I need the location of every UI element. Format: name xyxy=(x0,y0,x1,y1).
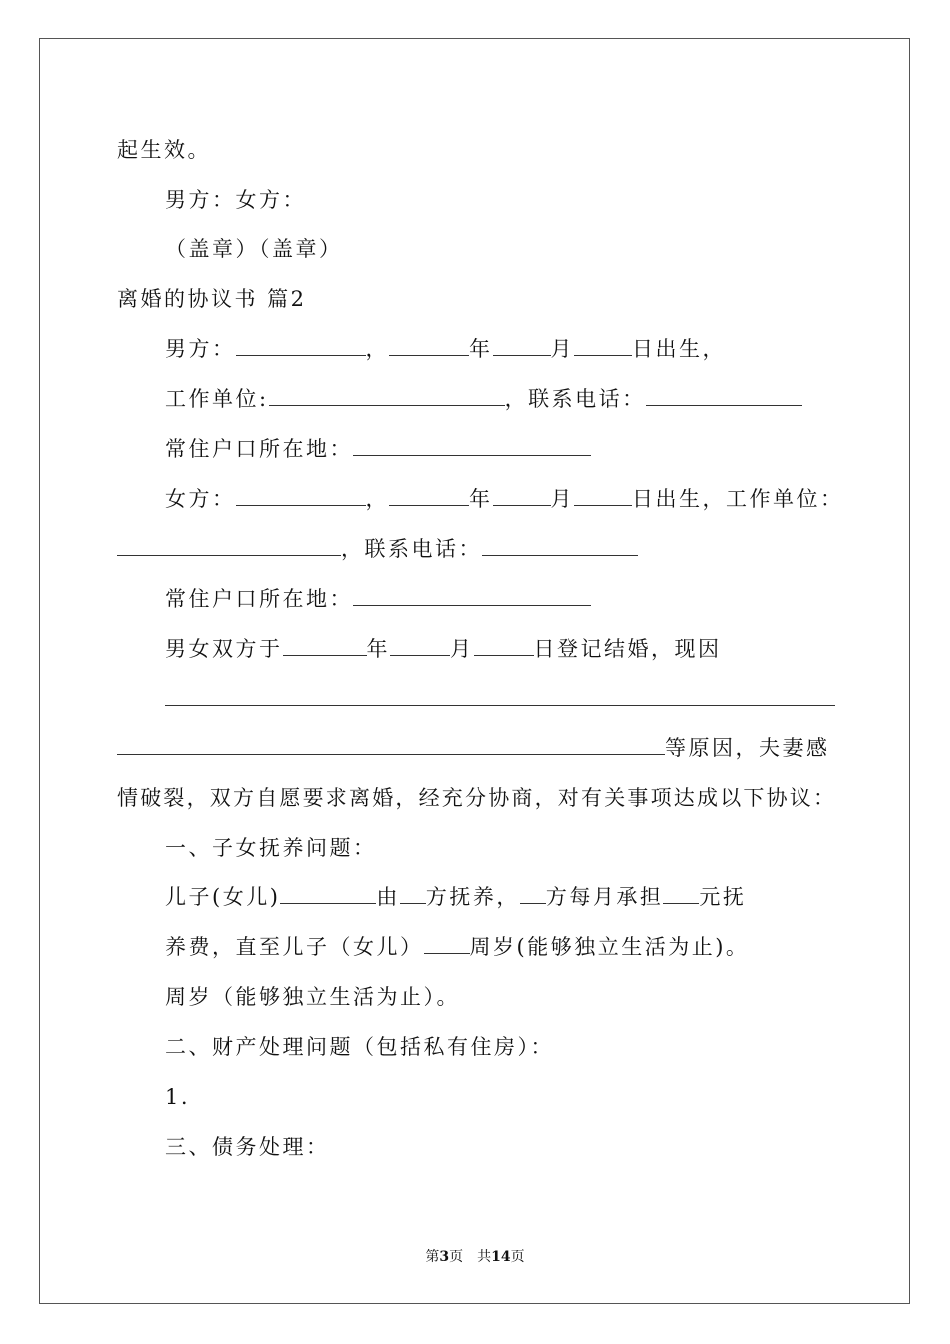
work-unit-blank xyxy=(117,537,341,556)
birth-label: 日出生， xyxy=(632,337,726,361)
separator: ， xyxy=(365,487,389,511)
text-line: 周岁（能够独立生活为止）。 xyxy=(165,985,460,1009)
female-party-line xyxy=(165,486,844,512)
label: 女方： xyxy=(165,487,236,511)
label: 方每月承担 xyxy=(545,885,664,909)
label: 男方： xyxy=(165,337,236,361)
child-name-blank xyxy=(280,885,376,904)
phone-label: ，联系电话： xyxy=(341,537,482,561)
year-label: 年 xyxy=(469,337,493,361)
amount-blank xyxy=(663,885,699,904)
section-heading: 离婚的协议书 篇2 xyxy=(117,287,307,311)
female-residence-line xyxy=(165,586,591,612)
footer-prefix: 第 xyxy=(425,1249,440,1265)
clause-heading: 三、债务处理： xyxy=(165,1135,330,1159)
custody-line xyxy=(165,884,746,910)
year-blank xyxy=(283,637,367,656)
page-border xyxy=(39,38,910,1304)
separator: ， xyxy=(365,337,389,361)
month-label: 月 xyxy=(550,337,574,361)
seal-labels: （盖章）（盖章） xyxy=(165,237,343,261)
year-blank xyxy=(389,487,469,506)
phone-blank xyxy=(646,387,802,406)
residence-blank xyxy=(353,587,591,606)
label: 常住户口所在地： xyxy=(165,587,353,611)
label: 工作单位: xyxy=(165,387,269,411)
page-footer xyxy=(0,1248,950,1266)
list-item: 1. xyxy=(165,1085,191,1109)
label: 元抚 xyxy=(699,885,747,909)
clause-heading: 二、财产处理问题（包括私有住房）： xyxy=(165,1035,554,1059)
label: 养费，直至儿子（女儿） xyxy=(165,935,424,959)
reason-blank-line xyxy=(165,705,835,706)
month-label: 月 xyxy=(550,487,574,511)
registration-label: 日登记结婚，现因 xyxy=(533,637,722,661)
reason-line xyxy=(117,735,830,761)
support-line xyxy=(165,934,749,960)
label: 常住户口所在地： xyxy=(165,437,353,461)
reason-label: 等原因，夫妻感 xyxy=(665,736,830,760)
text-line: 起生效。 xyxy=(117,138,211,162)
male-work-line xyxy=(165,386,802,412)
residence-blank xyxy=(353,437,591,456)
month-blank xyxy=(493,487,551,506)
year-label: 年 xyxy=(366,637,390,661)
male-residence-line xyxy=(165,436,591,462)
clause-heading: 一、子女抚养问题： xyxy=(165,836,377,860)
agreement-intro: 情破裂，双方自愿要求离婚，经充分协商，对有关事项达成以下协议： xyxy=(117,786,837,810)
label: 周岁(能够独立生活为止)。 xyxy=(469,935,750,959)
total-page-number: 14 xyxy=(491,1249,511,1265)
work-unit-blank xyxy=(269,387,505,406)
female-work-line xyxy=(117,536,638,562)
label: 儿子(女儿) xyxy=(165,885,281,909)
birth-work-label: 日出生，工作单位： xyxy=(632,487,844,511)
party-blank xyxy=(400,885,426,904)
month-label: 月 xyxy=(450,637,474,661)
phone-label: ，联系电话： xyxy=(504,387,646,411)
footer-mid: 页 共 xyxy=(449,1249,492,1265)
party-blank xyxy=(520,885,546,904)
signature-labels: 男方：女方： xyxy=(165,188,306,212)
current-page-number: 3 xyxy=(439,1249,450,1265)
name-blank xyxy=(236,337,366,356)
year-label: 年 xyxy=(469,487,493,511)
year-blank xyxy=(389,337,469,356)
phone-blank xyxy=(482,537,638,556)
male-party-line xyxy=(165,336,726,362)
age-blank xyxy=(424,935,470,954)
month-blank xyxy=(493,337,551,356)
footer-suffix: 页 xyxy=(510,1249,525,1265)
day-blank xyxy=(574,487,632,506)
day-blank xyxy=(474,637,534,656)
reason-blank xyxy=(117,736,665,755)
label: 方抚养， xyxy=(425,885,520,909)
day-blank xyxy=(574,337,632,356)
month-blank xyxy=(390,637,450,656)
label: 由 xyxy=(376,885,400,909)
name-blank xyxy=(236,487,366,506)
label: 男女双方于 xyxy=(165,637,283,661)
marriage-date-line xyxy=(165,636,722,662)
